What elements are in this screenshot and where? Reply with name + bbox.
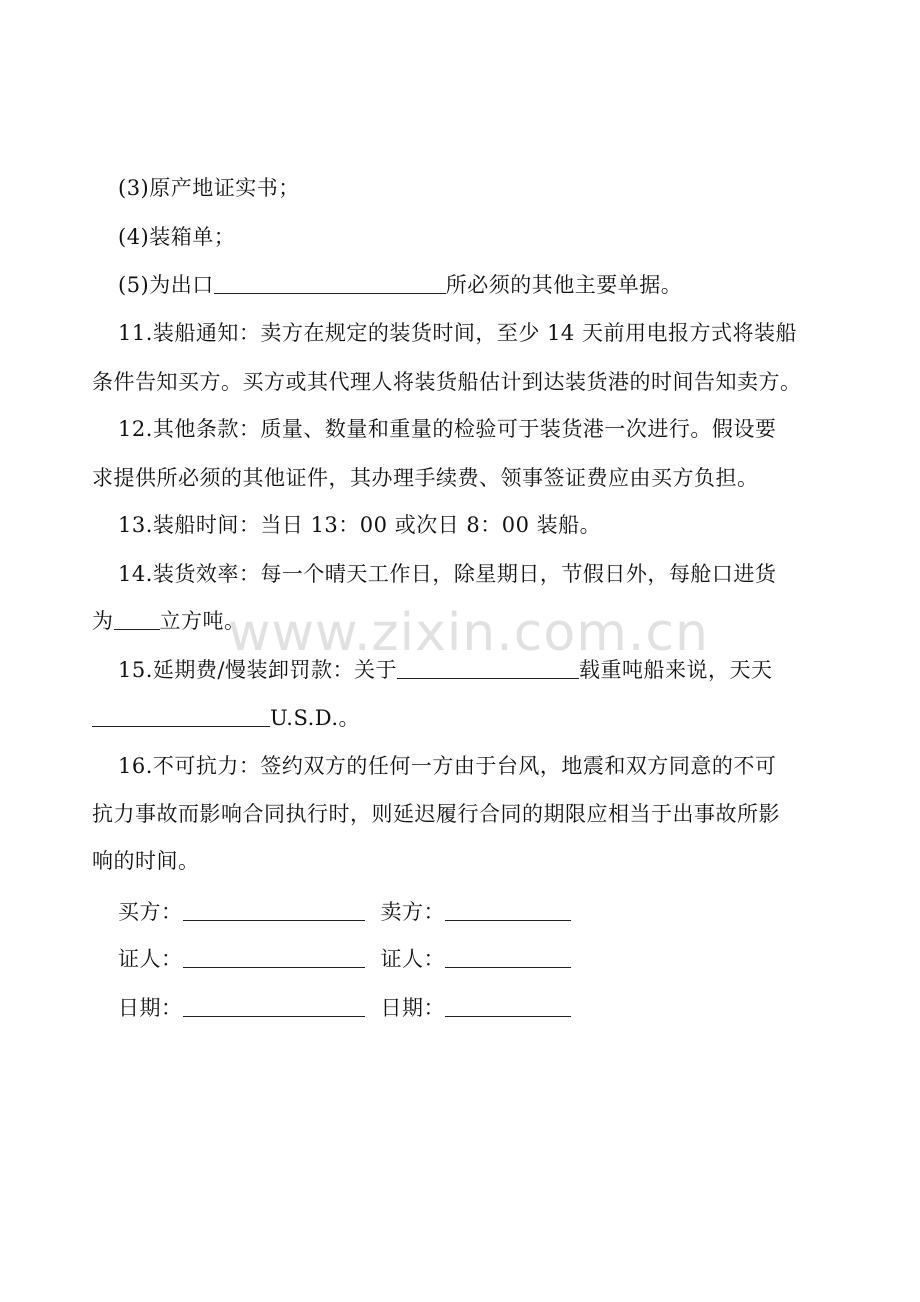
clause-14-line-1: 14.装货效率：每一个晴天工作日，除星期日，节假日外，每舱口进货 [118, 562, 777, 586]
clause-16-line-2: 抗力事故而影响合同执行时，则延迟履行合同的期限应相当于出事故所影 [92, 802, 780, 826]
text-segment: 立方吨。 [159, 609, 246, 633]
list-item-packing-list: (4)装箱单； [118, 225, 236, 249]
witness-label: 证人： [380, 947, 445, 971]
clause-14-line-2 [92, 608, 812, 634]
date-blank [445, 996, 571, 1017]
seller-label: 卖方： [380, 900, 445, 924]
clause-15-line-2 [92, 705, 812, 731]
text-segment: 为 [92, 609, 114, 633]
fill-blank [114, 609, 160, 630]
signature-row-dates [118, 995, 838, 1021]
text-segment: 15.延期费/慢装卸罚款：关于 [118, 658, 397, 682]
seller-signature-blank [445, 900, 571, 921]
text-segment: 载重吨船来说，天天 [578, 658, 773, 682]
watermark: www.zixin.com.cn [228, 603, 709, 663]
signature-row-parties [118, 899, 838, 925]
text-segment: U.S.D.。 [270, 706, 361, 730]
witness-signature-blank [445, 947, 571, 968]
witness-label: 证人： [118, 947, 183, 971]
clause-11-line-1: 11.装船通知：卖方在规定的装货时间，至少 14 天前用电报方式将装船 [118, 321, 797, 345]
buyer-label: 买方： [118, 900, 183, 924]
clause-12-line-1: 12.其他条款：质量、数量和重量的检验可于装货港一次进行。假设要 [118, 417, 777, 441]
text-segment: (5)为出口 [118, 273, 214, 297]
clause-15-line-1 [118, 657, 838, 683]
date-blank [183, 996, 365, 1017]
clause-11-line-2: 条件告知买方。买方或其代理人将装货船估计到达装货港的时间告知卖方。 [92, 370, 802, 394]
fill-blank [92, 706, 270, 727]
date-label: 日期： [118, 996, 183, 1020]
fill-blank [214, 273, 446, 294]
text-segment: 所必须的其他主要单据。 [445, 273, 683, 297]
witness-signature-blank [183, 947, 365, 968]
buyer-signature-blank [183, 900, 365, 921]
fill-blank [397, 658, 579, 679]
date-label: 日期： [380, 996, 445, 1020]
clause-16-line-1: 16.不可抗力：签约双方的任何一方由于台风，地震和双方同意的不可 [118, 754, 777, 778]
clause-13: 13.装船时间：当日 13：00 或次日 8：00 装船。 [118, 513, 602, 537]
list-item-other-documents [118, 272, 838, 298]
clause-16-line-3: 响的时间。 [92, 849, 200, 873]
clause-12-line-2: 求提供所必须的其他证件，其办理手续费、领事签证费应由买方负担。 [92, 466, 759, 490]
list-item-certificate-of-origin: (3)原产地证实书； [118, 176, 300, 200]
signature-row-witnesses [118, 946, 838, 972]
